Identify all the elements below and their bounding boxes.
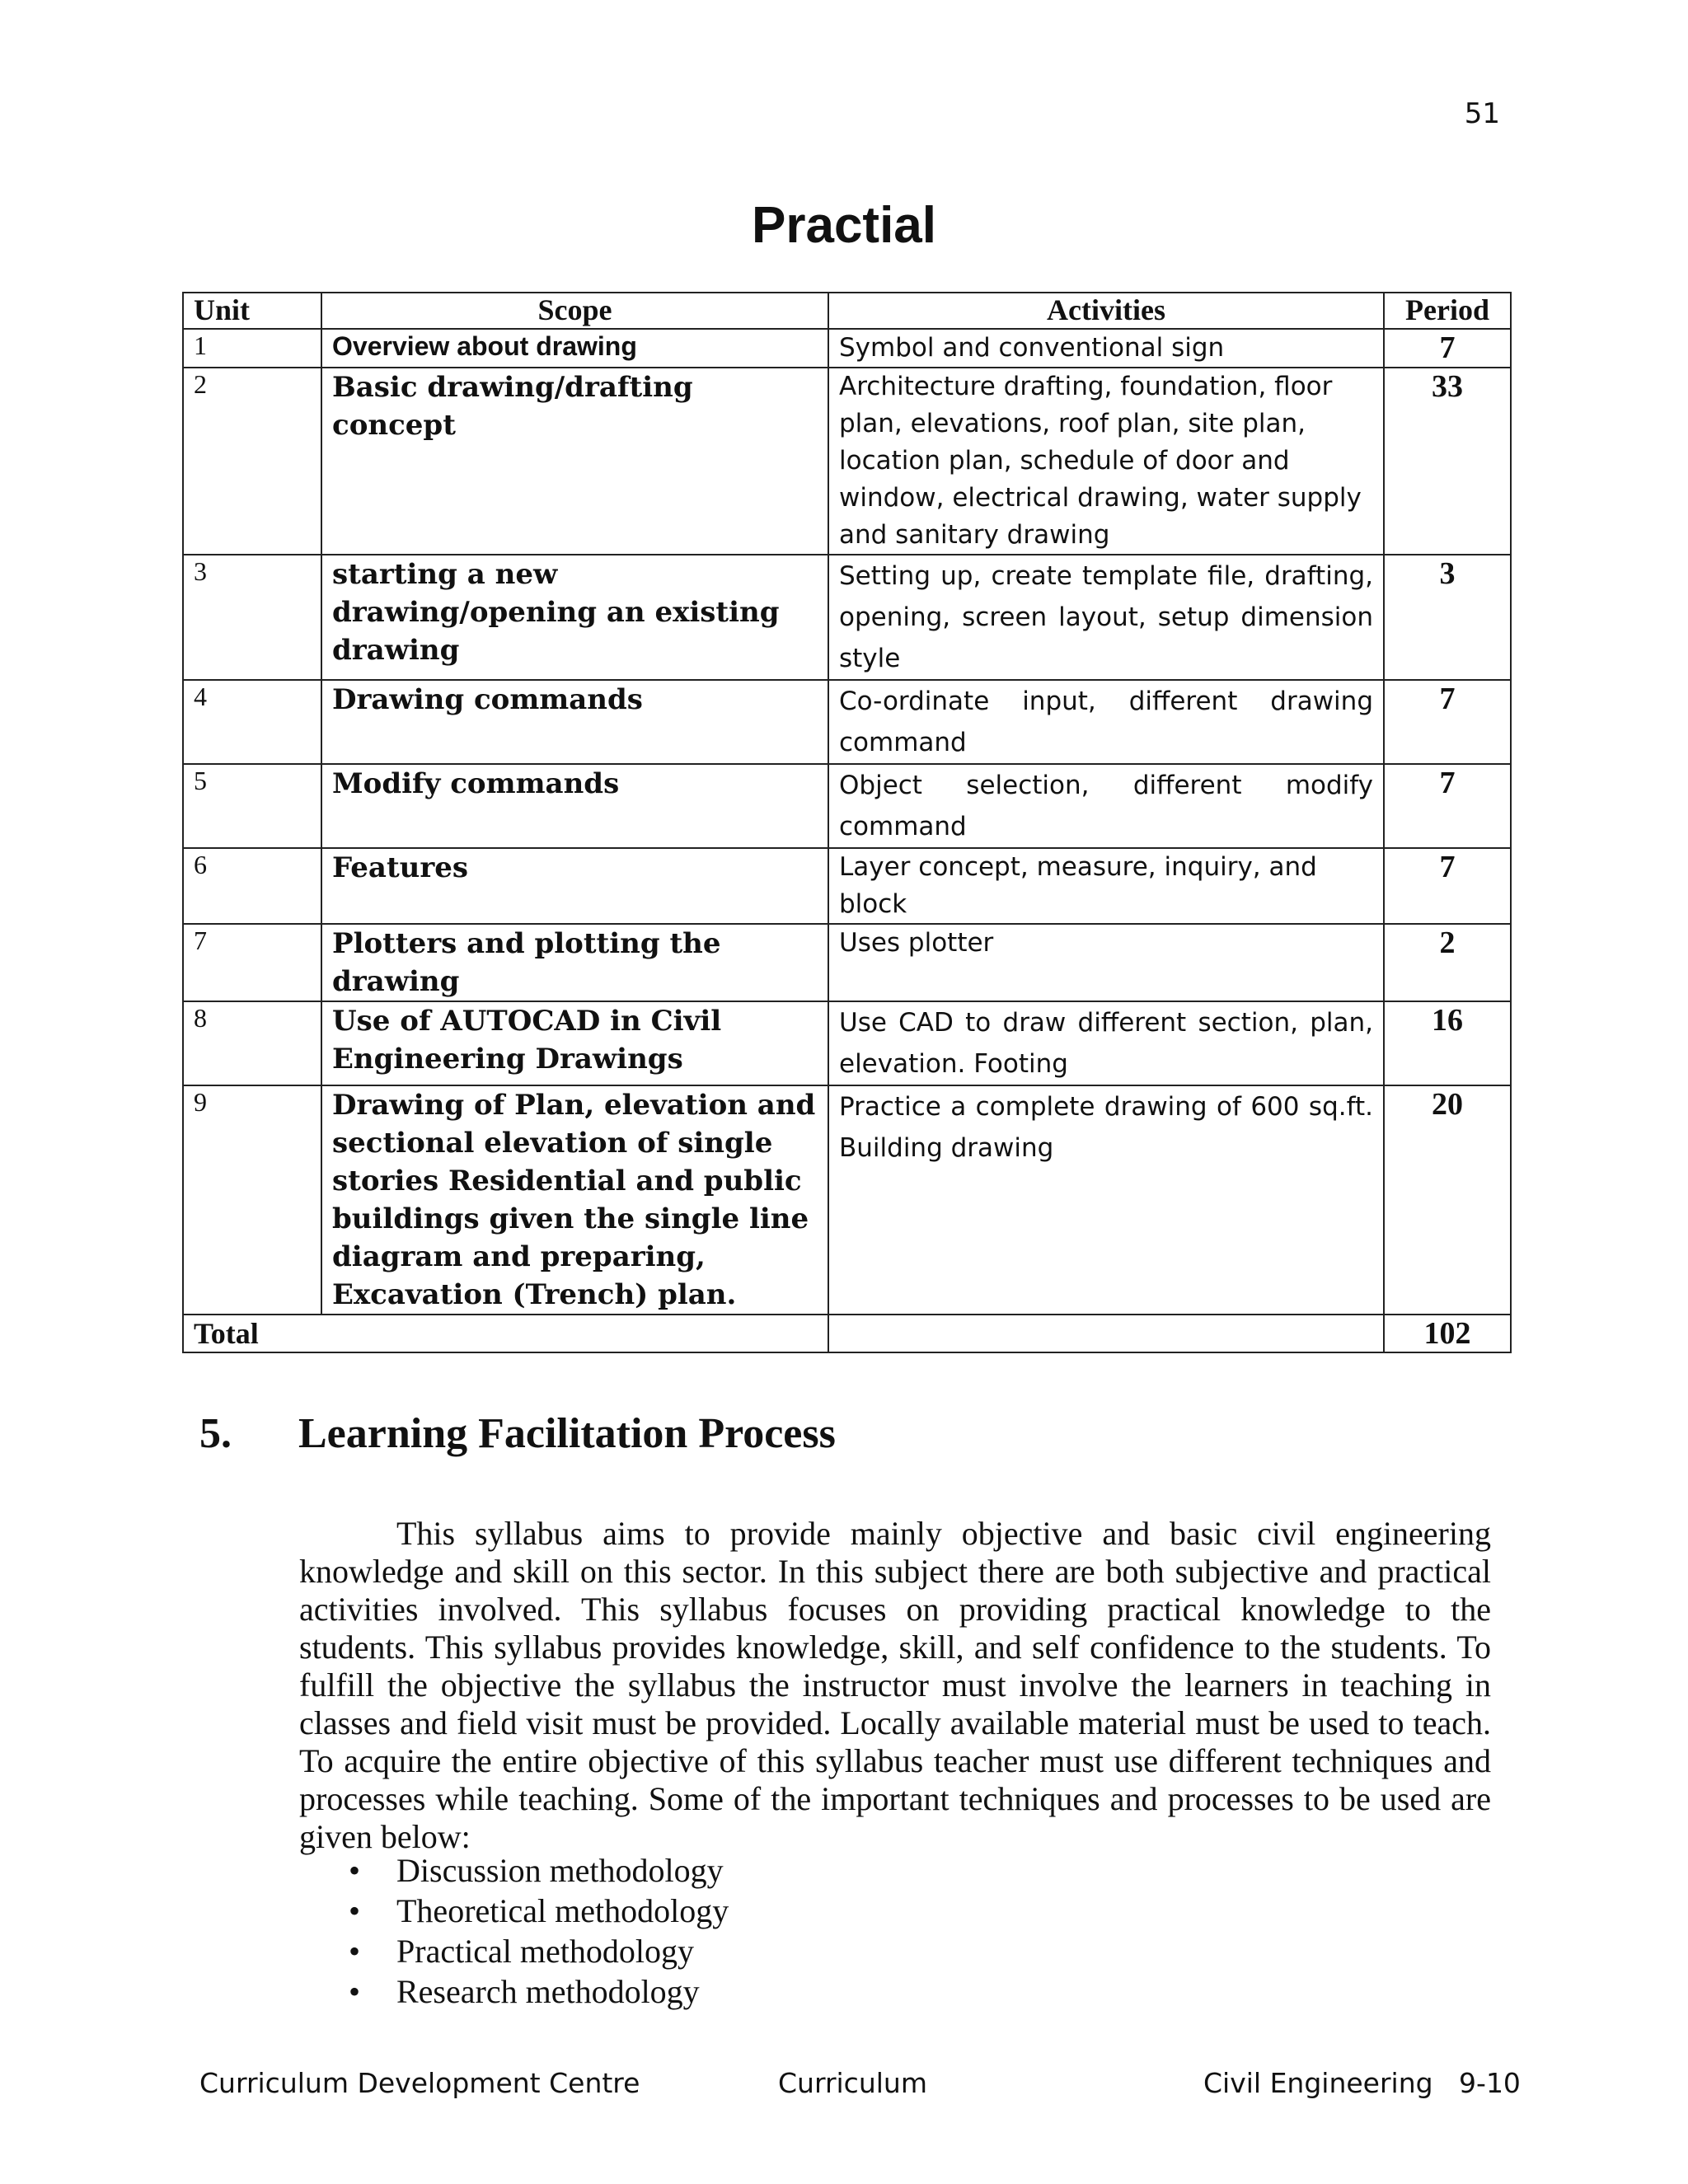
unit-cell: 6 [183, 848, 321, 924]
table-row [183, 764, 1511, 848]
activities-cell: Uses plotter [828, 924, 1384, 1001]
methods-list [299, 1850, 729, 2012]
period-cell: 20 [1384, 1085, 1511, 1315]
list-item [299, 1931, 729, 1971]
table-row [183, 848, 1511, 924]
period-cell: 33 [1384, 368, 1511, 555]
unit-cell: 4 [183, 680, 321, 764]
list-item-text: Discussion methodology [396, 1852, 724, 1889]
unit-cell: 2 [183, 368, 321, 555]
bullet-icon: • [349, 1973, 361, 2010]
page-number: 51 [1464, 97, 1500, 130]
table-row [183, 924, 1511, 1001]
list-item-text: Theoretical methodology [396, 1892, 729, 1929]
section-heading [199, 1409, 836, 1458]
activities-cell: Symbol and conventional sign [828, 329, 1384, 368]
footer-left: Curriculum Development Centre [199, 2067, 640, 2099]
unit-cell: 7 [183, 924, 321, 1001]
period-cell: 3 [1384, 555, 1511, 680]
page-title: Practial [751, 197, 937, 254]
activities-cell: Architecture drafting, foundation, floor plan, elevations, roof plan, site plan, location plan, schedule of door and window, electrical drawing, water supply and sanitary drawing [828, 368, 1384, 555]
list-item-text: Practical methodology [396, 1933, 695, 1970]
table-row [183, 555, 1511, 680]
table-row [183, 329, 1511, 368]
period-cell: 7 [1384, 680, 1511, 764]
period-cell: 7 [1384, 329, 1511, 368]
period-cell: 2 [1384, 924, 1511, 1001]
scope-cell: Use of AUTOCAD in Civil Engineering Drawings [321, 1001, 828, 1085]
period-cell: 7 [1384, 764, 1511, 848]
header-activities: Activities [828, 293, 1384, 329]
list-item [299, 1971, 729, 2012]
scope-cell: Drawing of Plan, elevation and sectional elevation of single stories Residential and public buildings given the single line diagram and preparing, Excavation (Trench) plan. [321, 1085, 828, 1315]
header-unit: Unit [183, 293, 321, 329]
period-cell: 16 [1384, 1001, 1511, 1085]
scope-cell: Plotters and plotting the drawing [321, 924, 828, 1001]
unit-cell: 9 [183, 1085, 321, 1315]
table-total-row [183, 1315, 1511, 1352]
unit-cell: 8 [183, 1001, 321, 1085]
scope-cell: Features [321, 848, 828, 924]
total-label: Total [183, 1315, 828, 1352]
activities-cell: Co-ordinate input, different drawing command [828, 680, 1384, 764]
activities-cell: Practice a complete drawing of 600 sq.ft. Building drawing [828, 1085, 1384, 1315]
table-row [183, 680, 1511, 764]
list-item [299, 1891, 729, 1931]
activities-cell: Layer concept, measure, inquiry, and block [828, 848, 1384, 924]
total-period: 102 [1384, 1315, 1511, 1352]
footer-right: Civil Engineering 9-10 [1203, 2067, 1521, 2099]
scope-cell: starting a new drawing/opening an existing drawing [321, 555, 828, 680]
unit-cell: 1 [183, 329, 321, 368]
header-scope: Scope [321, 293, 828, 329]
total-activities-empty [828, 1315, 1384, 1352]
bullet-icon: • [349, 1892, 361, 1929]
header-period: Period [1384, 293, 1511, 329]
unit-cell: 3 [183, 555, 321, 680]
bullet-icon: • [349, 1852, 361, 1889]
scope-cell: Drawing commands [321, 680, 828, 764]
list-item-text: Research methodology [396, 1973, 700, 2010]
footer-center: Curriculum [778, 2067, 927, 2099]
list-item [299, 1850, 729, 1891]
activities-cell: Use CAD to draw different section, plan, elevation. Footing [828, 1001, 1384, 1085]
activities-cell: Object selection, different modify command [828, 764, 1384, 848]
unit-cell: 5 [183, 764, 321, 848]
activities-cell: Setting up, create template file, drafting, opening, screen layout, setup dimension style [828, 555, 1384, 680]
section-paragraph: This syllabus aims to provide mainly objective and basic civil engineering knowledge and skill on this sector. In this subject there are both subjective and practical activities involved. This syllabus focuses on providing practical knowledge to the students. This syllabus provides knowledge, skill, and self confidence to the students. To fulfill the objective the syllabus the instructor must involve the learners in teaching in classes and field visit must be provided. Locally available material must be used to teach. To acquire the entire objective of this syllabus teacher must use different techniques and processes while teaching. Some of the important techniques and processes to be used are given below: [299, 1515, 1491, 1855]
table-header-row [183, 293, 1511, 329]
scope-cell: Basic drawing/drafting concept [321, 368, 828, 555]
section-title: Learning Facilitation Process [298, 1410, 836, 1457]
scope-cell: Overview about drawing [321, 329, 828, 368]
scope-cell: Modify commands [321, 764, 828, 848]
table-row [183, 1001, 1511, 1085]
table-row [183, 1085, 1511, 1315]
bullet-icon: • [349, 1933, 361, 1970]
table-row [183, 368, 1511, 555]
period-cell: 7 [1384, 848, 1511, 924]
practical-table [182, 292, 1512, 1353]
section-number: 5. [199, 1410, 232, 1457]
